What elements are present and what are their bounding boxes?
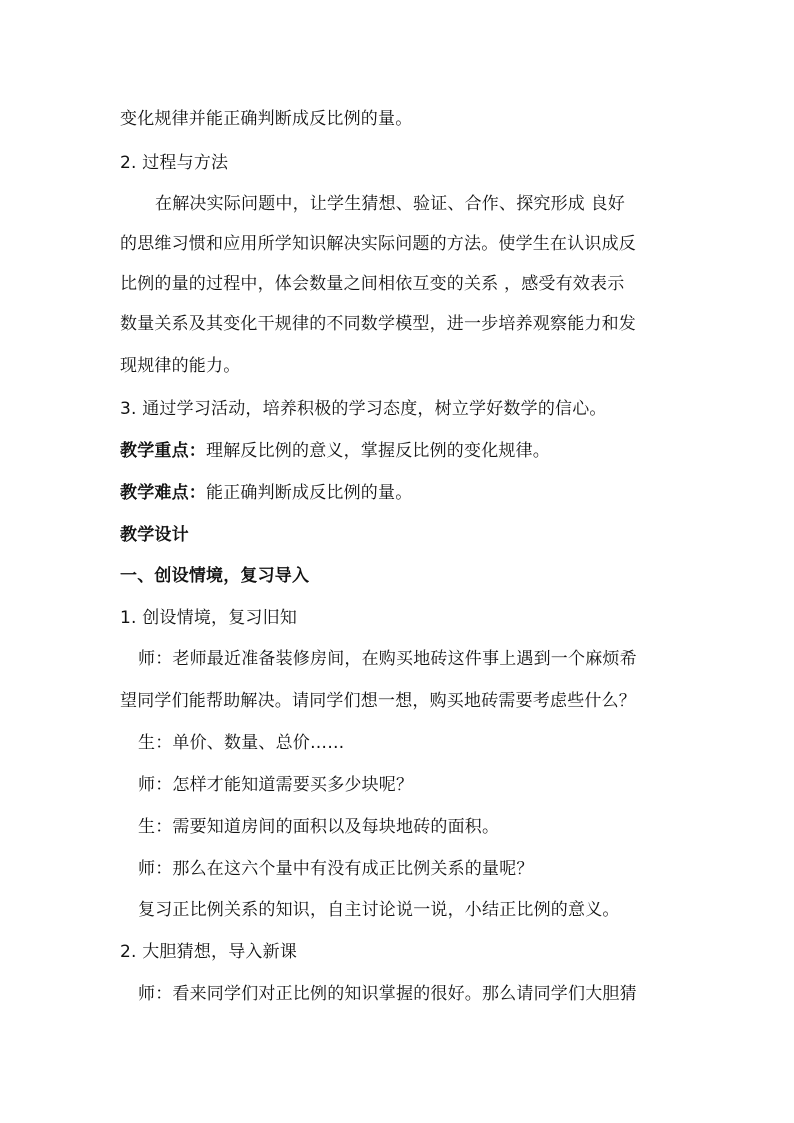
difficult-point-line — [120, 482, 680, 504]
key-point-label: 教学重点： — [120, 441, 206, 461]
difficult-point-text: 能正确判断成反比例的量。 — [206, 483, 413, 503]
dialog-line: 师：那么在这六个量中有没有成正比例关系的量呢？ — [138, 859, 534, 879]
subsection-heading: 2. 大胆猜想，导入新课 — [120, 942, 298, 962]
dialog-line: 师：老师最近准备装修房间，在购买地砖这件事上遇到一个麻烦希 — [138, 649, 637, 669]
dialog-line: 师：怎样才能知道需要买多少块呢？ — [138, 775, 414, 795]
difficult-point-label: 教学难点： — [120, 483, 206, 503]
subsection-heading: 2. 过程与方法 — [120, 153, 229, 173]
text-line: 现规律的能力。 — [120, 356, 241, 376]
dialog-line: 生：需要知道房间的面积以及每块地砖的面积。 — [138, 817, 500, 837]
key-point-text: 理解反比例的意义，掌握反比例的变化规律。 — [206, 441, 550, 461]
dialog-line: 生：单价、数量、总价…… — [138, 733, 345, 753]
text-line: 变化规律并能正确判断成反比例的量。 — [120, 109, 413, 129]
text-line: 的思维习惯和应用所学知识解决实际问题的方法。使学生在认识成反 — [120, 234, 636, 254]
text-line: 数量关系及其变化干规律的不同数学模型，进一步培养观察能力和发 — [120, 314, 636, 334]
text-line: 3. 通过学习活动，培养积极的学习态度，树立学好数学的信心。 — [120, 399, 607, 419]
text-line: 比例的量的过程中，体会数量之间相依互变的关系 ，感受有效表示 — [120, 274, 625, 294]
key-point-line — [120, 440, 680, 462]
section-heading: 一、创设情境，复习导入 — [120, 566, 310, 586]
dialog-line: 复习正比例关系的知识，自主讨论说一说，小结正比例的意义。 — [138, 900, 620, 920]
subsection-heading: 1. 创设情境，复习旧知 — [120, 608, 298, 628]
text-line: 在解决实际问题中，让学生猜想、验证、合作、探究形成 良好 — [155, 194, 626, 214]
text-line: 师：看来同学们对正比例的知识掌握的很好。那么请同学们大胆猜 — [138, 984, 637, 1004]
design-heading: 教学设计 — [120, 525, 189, 545]
dialog-line: 望同学们能帮助解决。请同学们想一想，购买地砖需要考虑些什么？ — [120, 691, 636, 711]
